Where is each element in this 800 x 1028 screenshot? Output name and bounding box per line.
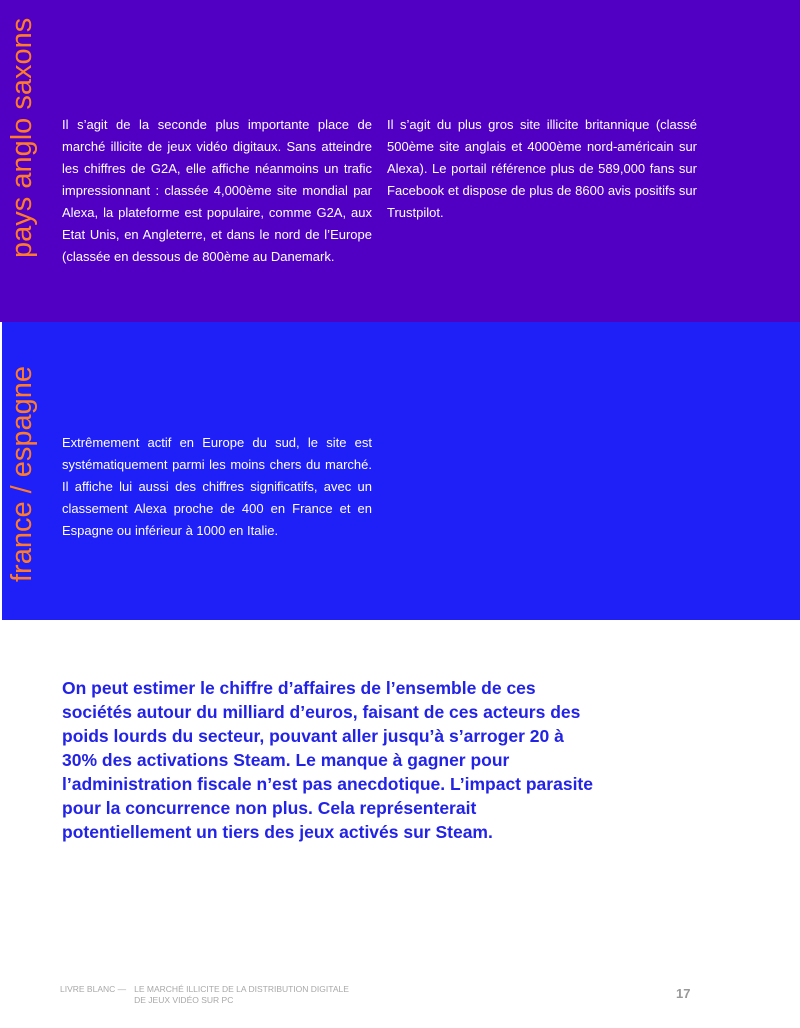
footer-title-line2: DE JEUX VIDÉO SUR PC: [134, 995, 234, 1005]
paragraph: Il s’agit de la seconde plus importante place de marché illicite de jeux vidéo digitaux. Sans atteindre les chiffres de G2A, elle affiche néanmoins un trafic impressionnant : classée 4,000ème site mondial par Alexa, la plateforme est populaire, comme G2A, aux Etat Unis, en Angleterre, et dans le nord de l’Europe (classée en dessous de 800ème au Danemark.: [62, 117, 372, 264]
paragraph: Il s’agit du plus gros site illicite britannique (classé 500ème site anglais et 4000ème nord-américain sur Alexa). Le portail référence plus de 589,000 fans sur Facebook et dispose de plus de 8600 avis positifs sur Trustpilot.: [387, 117, 697, 220]
section-france-espagne: [2, 322, 800, 620]
section-label: pays anglo saxons: [6, 17, 38, 258]
paragraph: Extrêmement actif en Europe du sud, le site est systématiquement parmi les moins chers du marché. Il affiche lui aussi des chiffres significatifs, avec un classement Alexa proche de 400 en France et en Espagne ou inférieur à 1000 en Italie.: [62, 435, 372, 538]
highlight-quote: On peut estimer le chiffre d’affaires de l’ensemble de ces sociétés autour du milliard d’euros, faisant de ces acteurs des poids lourds du secteur, pouvant aller jusqu’à s’arroger 20 à 30% des activations Steam. Le manque à gagner pour l’administration fiscale n’est pas anecdotique. L’impact parasite pour la concurrence non plus. Cela représenterait potentiellement un tiers des jeux activés sur Steam.: [62, 678, 593, 842]
footer-title-line1: LE MARCHÉ ILLICITE DE LA DISTRIBUTION DIGITALE: [134, 984, 349, 994]
footer-prefix: LIVRE BLANC —: [60, 984, 127, 994]
footer: [60, 984, 349, 1006]
page-number: 17: [676, 986, 691, 1001]
section-label: france / espagne: [6, 365, 38, 582]
section-anglo-saxon: [0, 0, 800, 322]
